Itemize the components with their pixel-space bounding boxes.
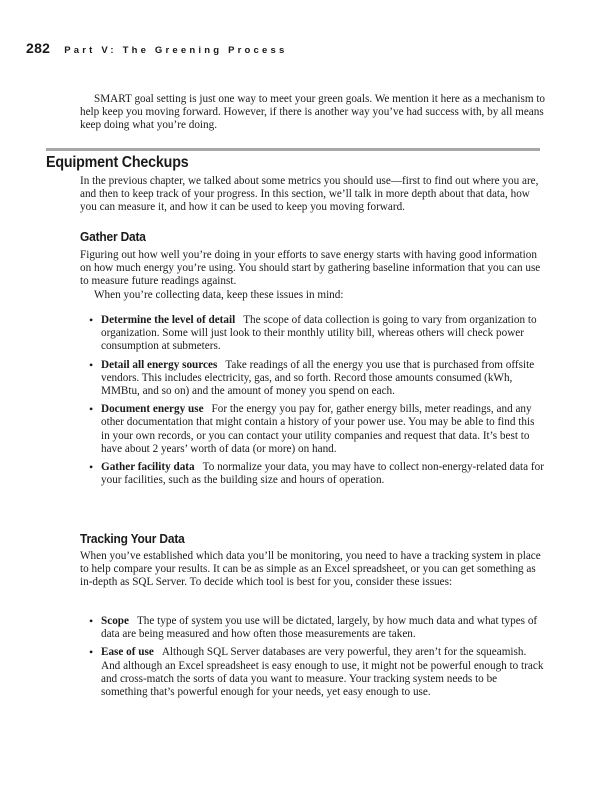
list-item — [101, 403, 545, 456]
tracking-data-list — [101, 615, 545, 704]
list-item-term: Determine the level of detail — [101, 314, 236, 326]
list-item — [101, 359, 545, 399]
intro-paragraph: SMART goal setting is just one way to meet your green goals. We mention it here as a mechanism to help keep you moving forward. However, if there is another way you’ve had success with, by all means keep doing what you’re doing. — [80, 93, 546, 132]
tracking-data-paragraph: When you’ve established which data you’ll be monitoring, you need to have a tracking system in place to help compare your results. It can be as simple as an Excel spreadsheet, or you can get something as in-depth as SQL Server. To decide which tool is best for you, consider these issues: — [80, 550, 541, 589]
running-head: Part V: The Greening Process — [64, 45, 288, 56]
section-divider — [46, 148, 540, 151]
gather-data-lead: When you’re collecting data, keep these issues in mind: — [94, 289, 344, 301]
list-item-text: The scope of data collection is going to vary from organization to organization. Some will just look to their monthly utility bill, whereas others will check power consumption at submeters. — [101, 314, 537, 353]
gather-data-paragraph: Figuring out how well you’re doing in your efforts to save energy starts with having good information on how much energy you’re using. You should start by gathering baseline information that you can use to measure future readings against. — [80, 249, 541, 288]
list-item — [101, 615, 545, 641]
gather-data-heading: Gather Data — [80, 229, 146, 244]
list-item — [101, 314, 545, 354]
list-item-term: Document energy use — [101, 403, 204, 416]
list-item-term: Gather facility data — [101, 461, 195, 474]
list-item-term: Detail all energy sources — [101, 358, 218, 371]
page-number: 282 — [26, 40, 51, 56]
list-item-text: Although SQL Server databases are very powerful, they aren’t for the squeamish. And although an Excel spreadsheet is easy enough to use, it might not be powerful enough to track and cross-match the sorts of data you want to measure. Your tracking system needs to be something that’s powerful enough for your needs, yet easy enough to use. — [101, 646, 544, 699]
section-title: Equipment Checkups — [46, 154, 189, 171]
list-item-term: Ease of use — [101, 646, 154, 659]
list-item-text: Take readings of all the energy you use that is purchased from offsite vendors. This includes electricity, gas, and so forth. Record those amounts consumed (kWh, MMBtu, and so on) and the amount of money you spend on each. — [101, 358, 535, 398]
tracking-data-heading: Tracking Your Data — [80, 531, 185, 546]
list-item-term: Scope — [101, 615, 129, 627]
list-item — [101, 646, 545, 699]
gather-data-list — [101, 314, 545, 492]
list-item-text: The type of system you use will be dictated, largely, by how much data and what types of data are being measured and how often those measurements are taken. — [101, 615, 538, 641]
section-paragraph: In the previous chapter, we talked about some metrics you should use—first to find out where you are, and then to keep track of your progress. In this section, we’ll talk in more depth about that data, how you can measure it, and how it can be used to keep you moving forward. — [80, 175, 539, 214]
list-item-text: For the energy you pay for, gather energy bills, meter readings, and any other documentation that might contain a history of your power use. You may be able to find this in your own records, or you can contact your utility companies and request that data. It’s best to have about 2 years’ worth of data (or more) on hand. — [101, 403, 535, 455]
list-item-text: To normalize your data, you may have to collect non-energy-related data for your facilities, such as the building size and hours of operation. — [101, 461, 544, 487]
list-item — [101, 461, 545, 487]
page-header — [26, 40, 588, 56]
